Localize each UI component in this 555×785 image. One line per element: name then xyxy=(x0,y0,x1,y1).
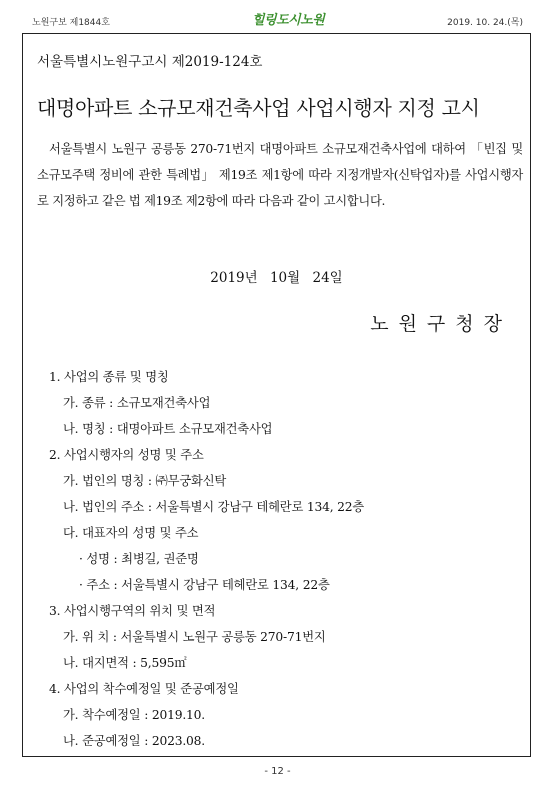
list-item: 나. 법인의 주소 : 서울특별시 강남구 테헤란로 134, 22층 xyxy=(63,500,365,514)
page-number: - 12 - xyxy=(264,766,291,777)
notice-frame xyxy=(22,33,531,757)
list-item: 나. 준공예정일 : 2023.08. xyxy=(63,734,206,748)
list-item: 나. 대지면적 : 5,595㎡ xyxy=(63,656,187,670)
section-heading: 4. 사업의 착수예정일 및 준공예정일 xyxy=(49,682,239,696)
list-item: 다. 대표자의 성명 및 주소 xyxy=(63,526,199,540)
section-heading: 2. 사업시행자의 성명 및 주소 xyxy=(49,448,204,462)
sub-list-item: · 성명 : 최병길, 권준명 xyxy=(79,552,199,566)
list-item: 가. 종류 : 소규모재건축사업 xyxy=(63,396,211,410)
notice-number: 서울특별시노원구고시 제2019-124호 xyxy=(37,54,263,70)
list-item: 나. 명칭 : 대명아파트 소규모재건축사업 xyxy=(63,422,273,436)
section-heading: 1. 사업의 종류 및 명칭 xyxy=(49,370,169,384)
sub-list-item: · 주소 : 서울특별시 강남구 테헤란로 134, 22층 xyxy=(79,578,330,592)
section-heading: 3. 사업시행구역의 위치 및 면적 xyxy=(49,604,216,618)
list-item: 가. 법인의 명칭 : ㈜무궁화신탁 xyxy=(63,474,227,488)
page-header xyxy=(0,0,555,34)
notice-date: 2019년 10월 24일 xyxy=(210,270,343,286)
bulletin-date: 2019. 10. 24.(목) xyxy=(447,18,523,28)
list-item: 가. 위 치 : 서울특별시 노원구 공릉동 270-71번지 xyxy=(63,630,326,644)
bulletin-issue: 노원구보 제1844호 xyxy=(32,18,110,28)
list-item: 가. 착수예정일 : 2019.10. xyxy=(63,708,206,722)
notice-signer: 노원구청장 xyxy=(370,313,512,335)
nowon-logo: 힐링도시노원 xyxy=(252,13,325,28)
notice-title: 대명아파트 소규모재건축사업 사업시행자 지정 고시 xyxy=(37,96,480,120)
notice-body: 서울특별시 노원구 공릉동 270-71번지 대명아파트 소규모재건축사업에 대하여 「빈집 및 소규모주택 정비에 관한 특례법」 제19조 제1항에 따라 지정개발자(신탁업자)를 사업시행자로 지정하고 같은 법 제19조 제2항에 따라 다음과 같이 고시합니다. xyxy=(37,142,523,208)
